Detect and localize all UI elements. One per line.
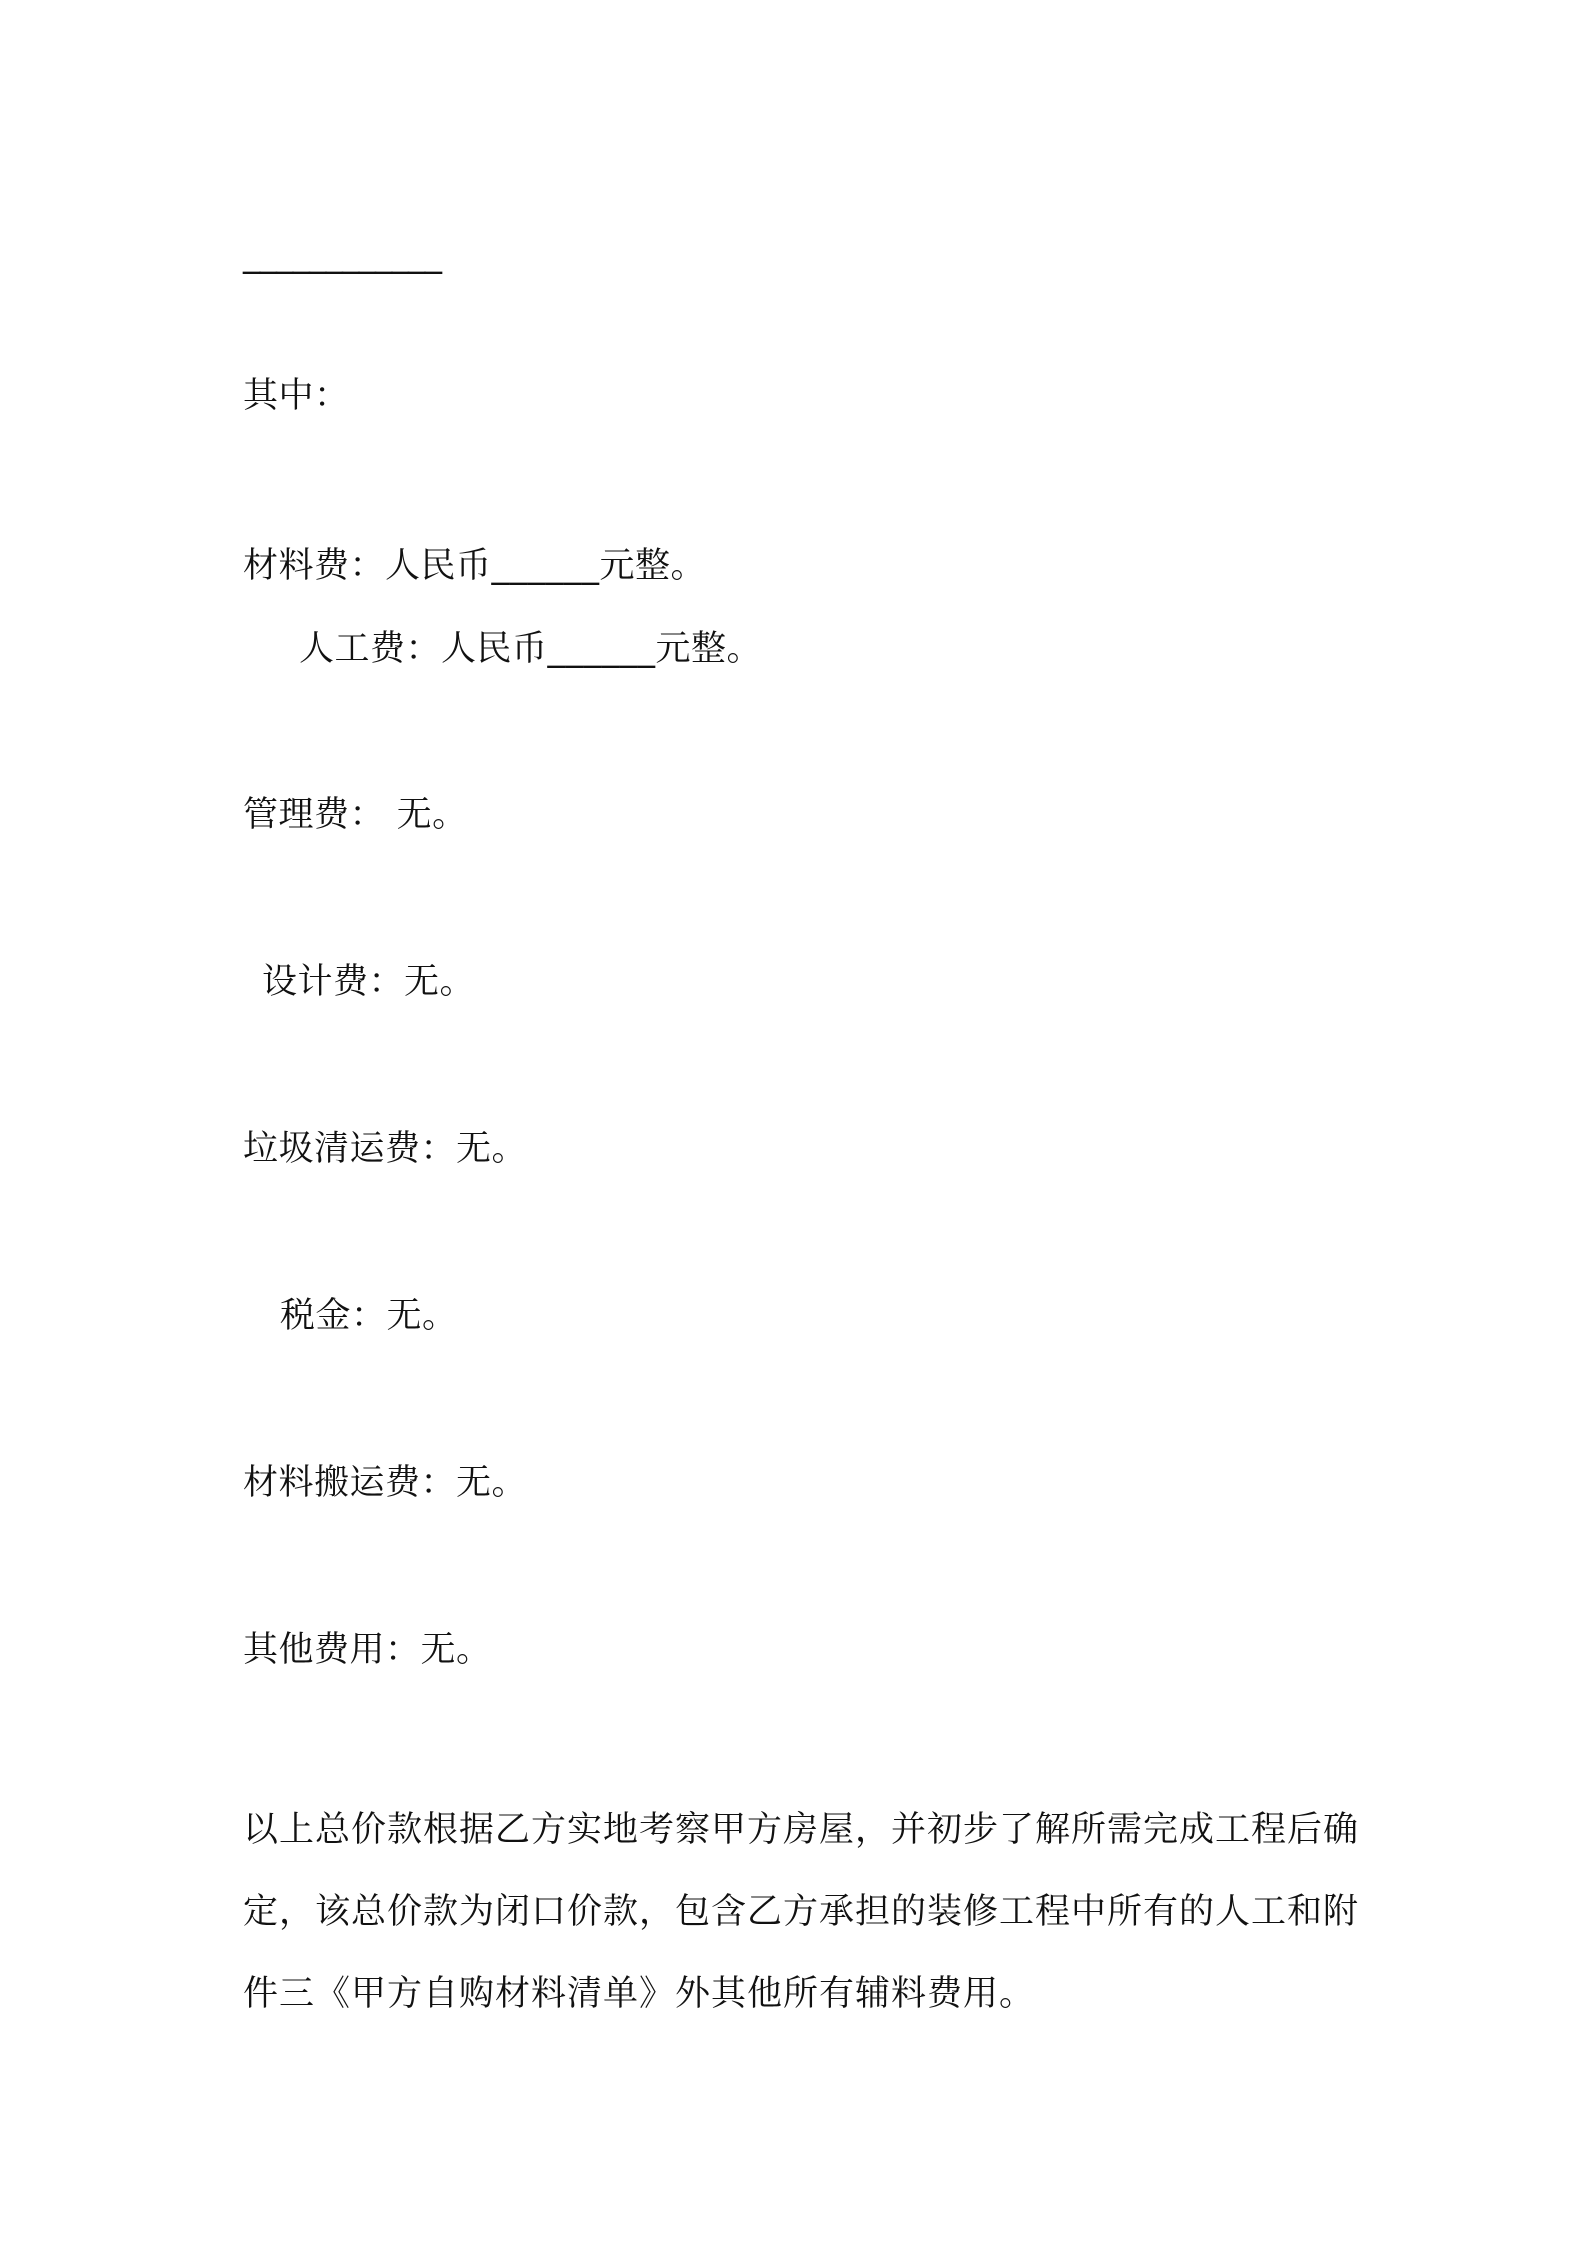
- material-fee-line: 材料费：人民币______元整。: [243, 546, 707, 586]
- material-transport-fee-line: 材料搬运费：无。: [243, 1463, 528, 1503]
- price-description-paragraph: 以上总价款根据乙方实地考察甲方房屋，并初步了解所需完成工程后确定，该总价款为闭口价款，包含乙方承担的装修工程中所有的人工和附件三《甲方自购材料清单》外其他所有辅料费用。: [243, 1810, 1360, 2014]
- top-blank-line: ____________: [243, 235, 441, 275]
- tax-line: 税金：无。: [280, 1296, 458, 1336]
- design-fee-line: 设计费：无。: [262, 962, 476, 1002]
- garbage-removal-fee-line: 垃圾清运费：无。: [243, 1129, 528, 1169]
- management-fee-line: 管理费： 无。: [243, 795, 468, 835]
- other-fees-line: 其他费用：无。: [243, 1630, 492, 1670]
- intro-label: 其中：: [243, 376, 350, 416]
- labor-fee-line: 人工费：人民币______元整。: [299, 629, 763, 669]
